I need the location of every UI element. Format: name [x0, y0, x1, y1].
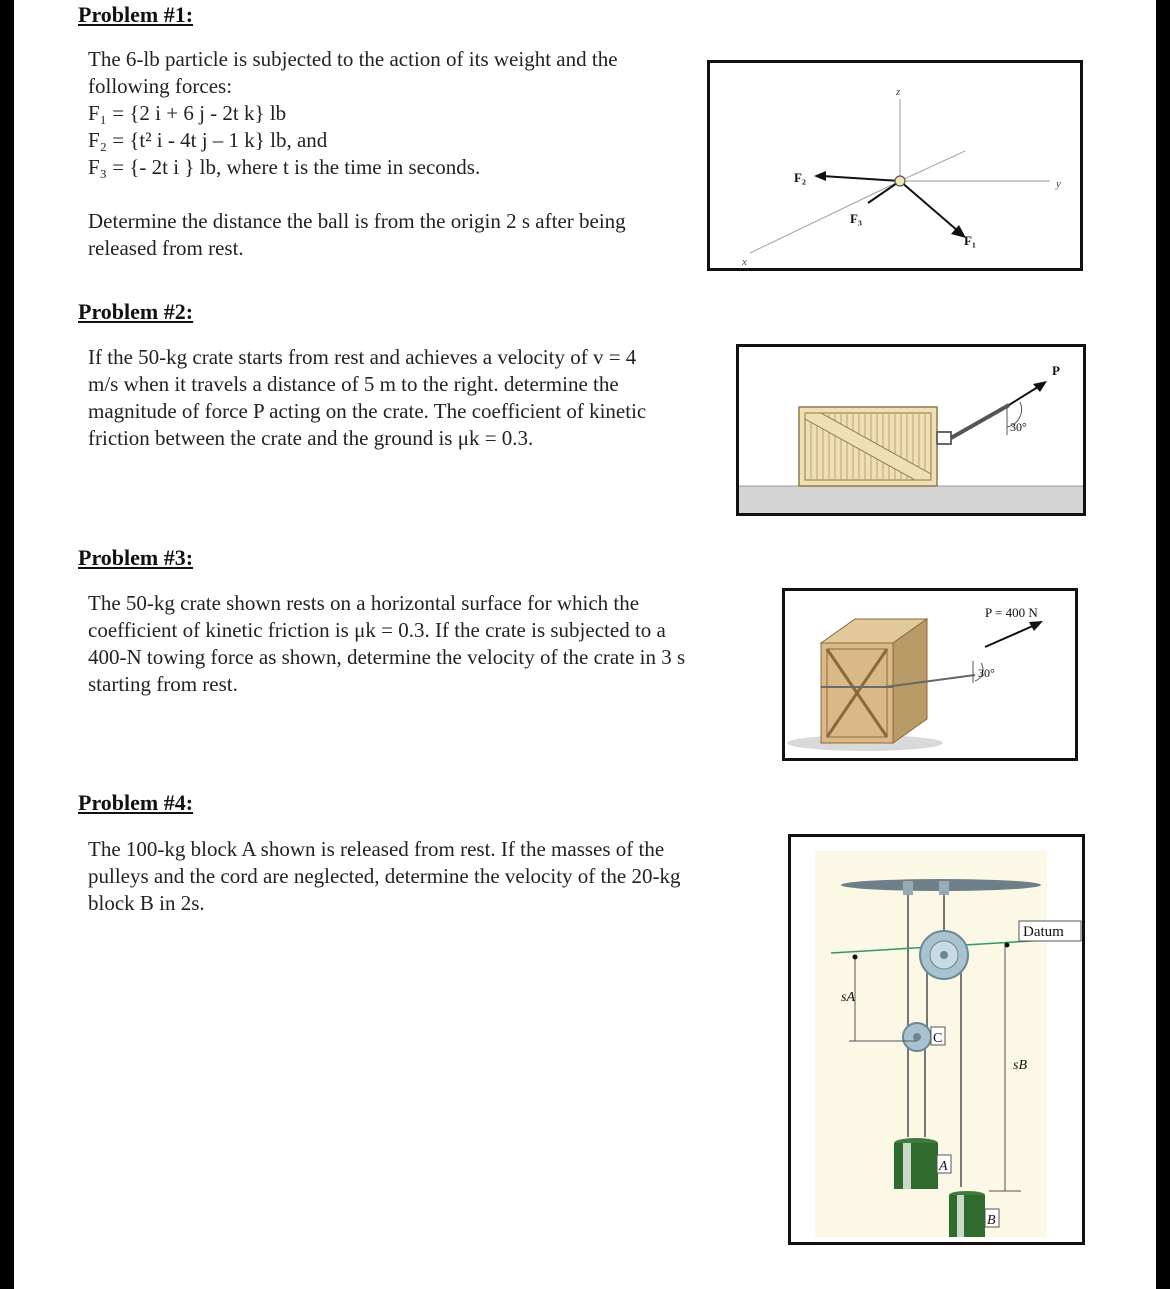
text-line: coefficient of kinetic friction is μk = 0.3. If the crate is subjected to a — [88, 618, 666, 642]
text-line: m/s when it travels a distance of 5 m to the right. determine the — [88, 372, 619, 396]
force-axes-diagram — [710, 63, 1080, 268]
crate-tow-diagram — [785, 591, 1075, 758]
block-a-label: A — [939, 1159, 948, 1174]
problem-3-figure — [782, 588, 1078, 761]
text-line: The 100-kg block A shown is released from rest. If the masses of the — [88, 837, 665, 861]
text-line: The 50-kg crate shown rests on a horizontal surface for which the — [88, 591, 640, 615]
hook — [937, 432, 951, 444]
problem-4-text — [88, 836, 680, 917]
pulley-c — [903, 1023, 931, 1051]
text-line: magnitude of force P acting on the crate. The coefficient of kinetic — [88, 399, 647, 423]
problem-2-figure — [736, 344, 1086, 516]
pulley-c-label: C — [933, 1031, 943, 1046]
datum-label: Datum — [1023, 924, 1064, 940]
sa-label: sA — [841, 990, 855, 1005]
problem-2-text — [88, 344, 646, 452]
pull-rod — [951, 405, 1009, 438]
text-line — [88, 181, 626, 208]
f1-vector — [900, 181, 958, 231]
problem-3-heading: Problem #3: — [78, 545, 194, 570]
f2-label: F₂ — [794, 170, 806, 185]
text-line: friction between the crate and the ground is μk = 0.3. — [88, 426, 534, 450]
axis-z-label: z — [896, 86, 901, 98]
problem-4-figure — [788, 834, 1085, 1245]
force-p-arrow — [985, 625, 1035, 647]
force-p-arrow — [1009, 385, 1041, 405]
block-b — [949, 1191, 985, 1237]
pulley-system-diagram — [791, 837, 1082, 1242]
text-line: following forces: — [88, 74, 233, 98]
problem-1-figure — [707, 60, 1083, 271]
problem-1-heading: Problem #1: — [78, 2, 194, 27]
crate — [799, 407, 937, 486]
sb-label: sB — [1013, 1058, 1027, 1073]
particle — [895, 176, 905, 186]
crate — [821, 619, 927, 743]
text-line: block B in 2s. — [88, 891, 205, 915]
problem-4-heading: Problem #4: — [78, 790, 194, 815]
ground — [739, 486, 1083, 513]
text-line: released from rest. — [88, 236, 244, 260]
block-a — [894, 1138, 938, 1189]
upper-pulley — [920, 931, 968, 979]
axis-y-label: y — [1056, 178, 1061, 190]
document-page — [14, 0, 1156, 1289]
text-line: starting from rest. — [88, 672, 238, 696]
axis-x-label: x — [742, 256, 747, 268]
force-p-label: P — [1052, 363, 1060, 378]
f3-label: F₃ — [850, 211, 862, 226]
problem-2-heading: Problem #2: — [78, 299, 194, 324]
f1-label: F₁ — [964, 233, 976, 248]
text-line: If the 50-kg crate starts from rest and achieves a velocity of v = 4 — [88, 345, 637, 369]
text-line: 400-N towing force as shown, determine the velocity of the crate in 3 s — [88, 645, 686, 669]
text-line: pulleys and the cord are neglected, determine the velocity of the 20-kg — [88, 864, 681, 888]
problem-3-text — [88, 590, 685, 698]
text-line: F₁ = {2 i + 6 j - 2t k} lb — [88, 101, 287, 125]
problem-1-text — [88, 46, 626, 262]
force-label: P = 400 N — [985, 605, 1038, 620]
crate-pull-diagram — [739, 347, 1083, 513]
text-line: Determine the distance the ball is from the origin 2 s after being — [88, 209, 626, 233]
text-line: F₂ = {t² i - 4t j – 1 k} lb, and — [88, 128, 328, 152]
block-b-label: B — [987, 1213, 996, 1228]
angle-label: 30° — [1010, 420, 1027, 434]
angle-label: 30° — [978, 666, 995, 680]
text-line: The 6-lb particle is subjected to the action of its weight and the — [88, 47, 618, 71]
text-line: F₃ = {- 2t i } lb, where t is the time in seconds. — [88, 155, 481, 179]
f2-vector — [822, 176, 900, 181]
f3-vector — [868, 181, 900, 203]
